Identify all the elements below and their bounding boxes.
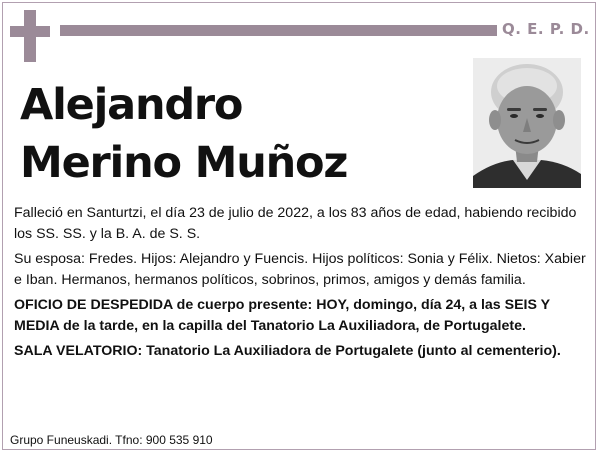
cross-icon xyxy=(10,10,50,62)
deceased-name xyxy=(20,76,347,192)
service-paragraph: OFICIO DE DESPEDIDA de cuerpo presente: HOY, domingo, día 24, a las SEIS Y MEDIA de la tarde, en la capilla del Tanatorio La Auxiliadora, de Portugalete. xyxy=(14,297,550,334)
deceased-photo xyxy=(473,58,581,188)
footer-company: Grupo Funeuskadi. Tfno: 900 535 910 xyxy=(10,433,213,447)
death-info-paragraph: Falleció en Santurtzi, el día 23 de julio de 2022, a los 83 años de edad, habiendo recibido los SS. SS. y la B. A. de S. S. xyxy=(14,205,577,242)
qepd-label: Q. E. P. D. xyxy=(502,20,590,38)
family-paragraph: Su esposa: Fredes. Hijos: Alejandro y Fuencis. Hijos políticos: Sonia y Félix. Nietos: Xabier e Iban. Hermanos, hermanos políticos, sobrinos, primos, amigos y demás familia. xyxy=(14,251,586,288)
header-bar xyxy=(60,25,497,36)
deceased-name-line2: Merino Muñoz xyxy=(20,138,348,188)
deceased-name-line1: Alejandro xyxy=(20,80,243,130)
obituary-text xyxy=(14,203,586,366)
wake-paragraph: SALA VELATORIO: Tanatorio La Auxiliadora de Portugalete (junto al cementerio). xyxy=(14,343,561,359)
